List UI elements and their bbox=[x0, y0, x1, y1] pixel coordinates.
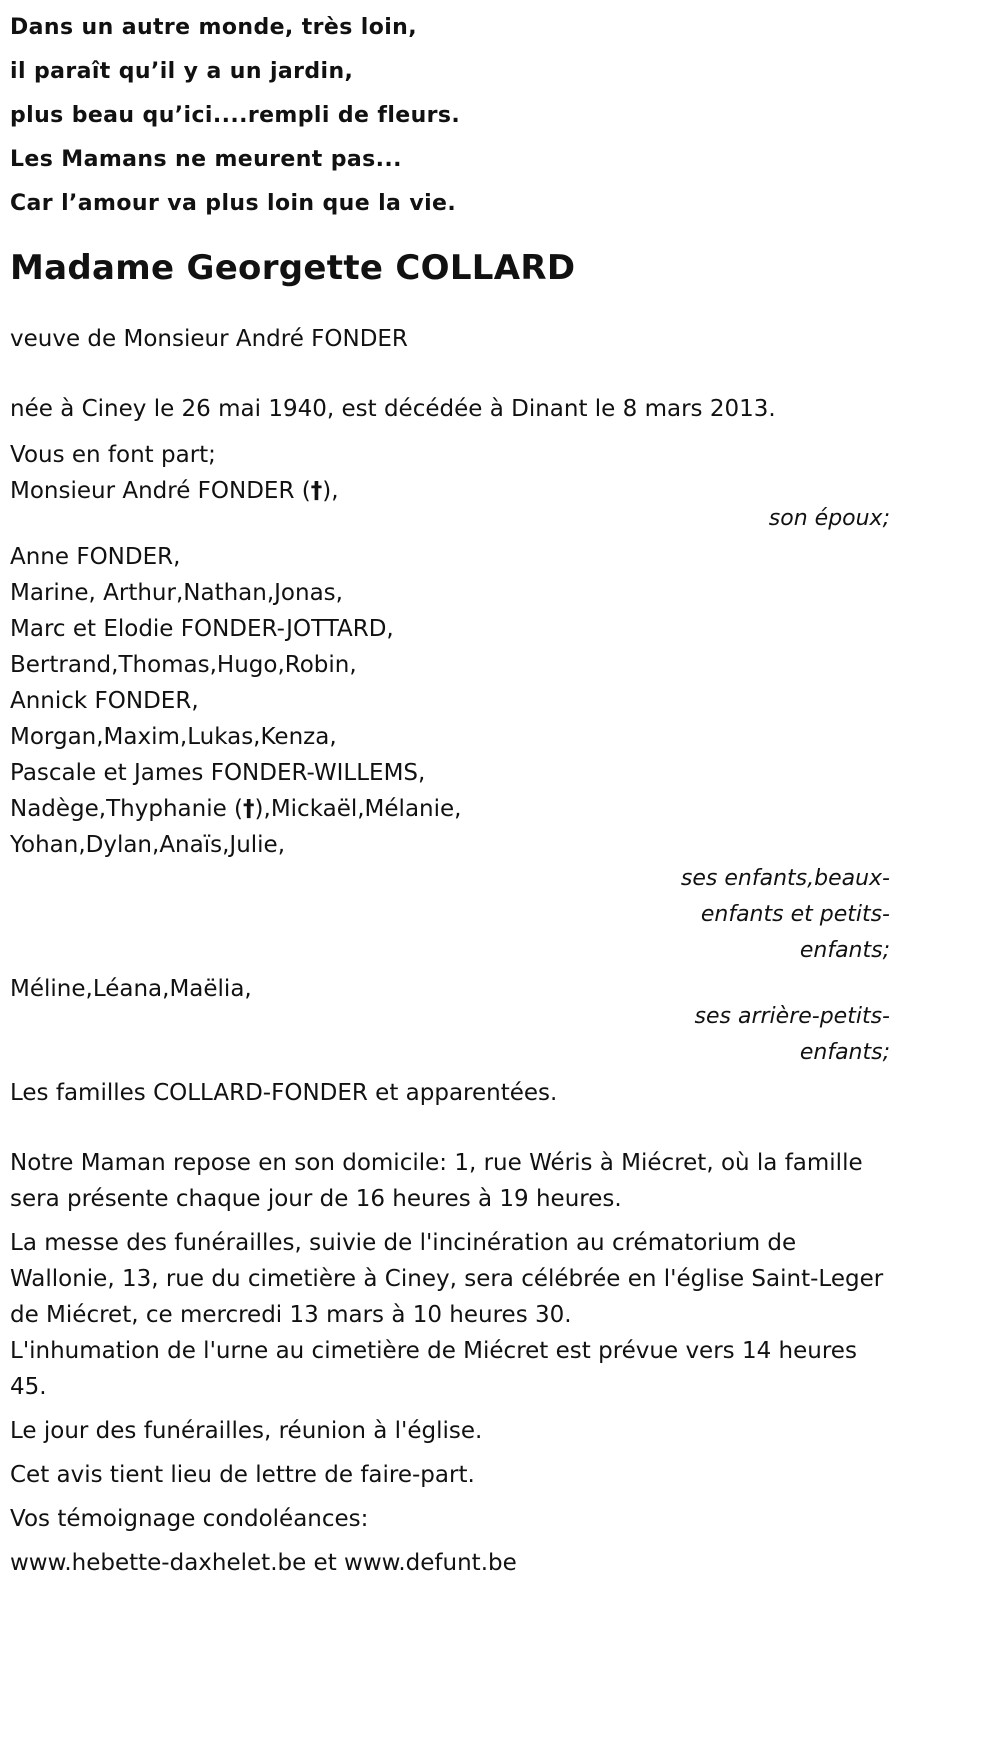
spouse-suffix: ), bbox=[322, 478, 339, 504]
spouse-relation: son époux; bbox=[768, 506, 890, 531]
poem-line: il paraît qu’il y a un jardin, bbox=[10, 59, 354, 84]
list-item: Marine, Arthur,Nathan,Jonas, bbox=[10, 580, 343, 606]
poem-line: plus beau qu’ici....rempli de fleurs. bbox=[10, 103, 461, 128]
poem-line: Car l’amour va plus loin que la vie. bbox=[10, 191, 457, 216]
great-grandchildren: Méline,Léana,Maëlia, bbox=[10, 976, 252, 1002]
poem-line: Dans un autre monde, très loin, bbox=[10, 15, 418, 40]
notice-line: Cet avis tient lieu de lettre de faire-part. bbox=[10, 1462, 475, 1488]
grandchildren-before: Nadège,Thyphanie ( bbox=[10, 796, 244, 822]
grandchildren-after: ),Mickaël,Mélanie, bbox=[254, 796, 462, 822]
condolences-label: Vos témoignage condoléances: bbox=[10, 1506, 369, 1532]
list-item: Annick FONDER, bbox=[10, 688, 199, 714]
list-item: Marc et Elodie FONDER-JOTTARD, bbox=[10, 616, 394, 642]
announcers-intro: Vous en font part; bbox=[10, 442, 216, 468]
widow-of-line: veuve de Monsieur André FONDER bbox=[10, 326, 408, 352]
children-relation: ses enfants,beaux-enfants et petits-enfants; bbox=[680, 866, 890, 963]
list-item: Pascale et James FONDER-WILLEMS, bbox=[10, 760, 426, 786]
cross-icon: † bbox=[310, 478, 323, 504]
reunion-line: Le jour des funérailles, réunion à l'église. bbox=[10, 1418, 483, 1444]
spouse-name: Monsieur André FONDER ( bbox=[10, 478, 311, 504]
list-item bbox=[10, 791, 890, 827]
families-line: Les familles COLLARD-FONDER et apparentées. bbox=[10, 1080, 558, 1106]
rest-paragraph: Notre Maman repose en son domicile: 1, rue Wéris à Miécret, où la famille sera présente chaque jour de 16 heures à 19 heures. bbox=[10, 1150, 863, 1212]
list-item: Yohan,Dylan,Anaïs,Julie, bbox=[10, 832, 286, 858]
cross-icon: † bbox=[243, 796, 255, 822]
deceased-name: Madame Georgette COLLARD bbox=[10, 248, 576, 288]
birth-death-line: née à Ciney le 26 mai 1940, est décédée à Dinant le 8 mars 2013. bbox=[10, 396, 776, 422]
list-item: Bertrand,Thomas,Hugo,Robin, bbox=[10, 652, 357, 678]
obituary-notice bbox=[10, 0, 890, 1581]
poem-line: Les Mamans ne meurent pas... bbox=[10, 147, 402, 172]
websites-line: www.hebette-daxhelet.be et www.defunt.be bbox=[10, 1550, 517, 1576]
list-item: Anne FONDER, bbox=[10, 544, 181, 570]
poem bbox=[10, 6, 890, 226]
urn-paragraph: L'inhumation de l'urne au cimetière de Miécret est prévue vers 14 heures 45. bbox=[10, 1338, 857, 1400]
mass-paragraph: La messe des funérailles, suivie de l'incinération au crématorium de Wallonie, 13, rue du cimetière à Ciney, sera célébrée en l'église Saint-Leger de Miécret, ce mercredi 13 mars à 10 heures 30. bbox=[10, 1230, 884, 1328]
list-item: Morgan,Maxim,Lukas,Kenza, bbox=[10, 724, 337, 750]
great-grandchildren-relation: ses arrière-petits-enfants; bbox=[694, 1004, 890, 1065]
children-list bbox=[10, 539, 890, 863]
